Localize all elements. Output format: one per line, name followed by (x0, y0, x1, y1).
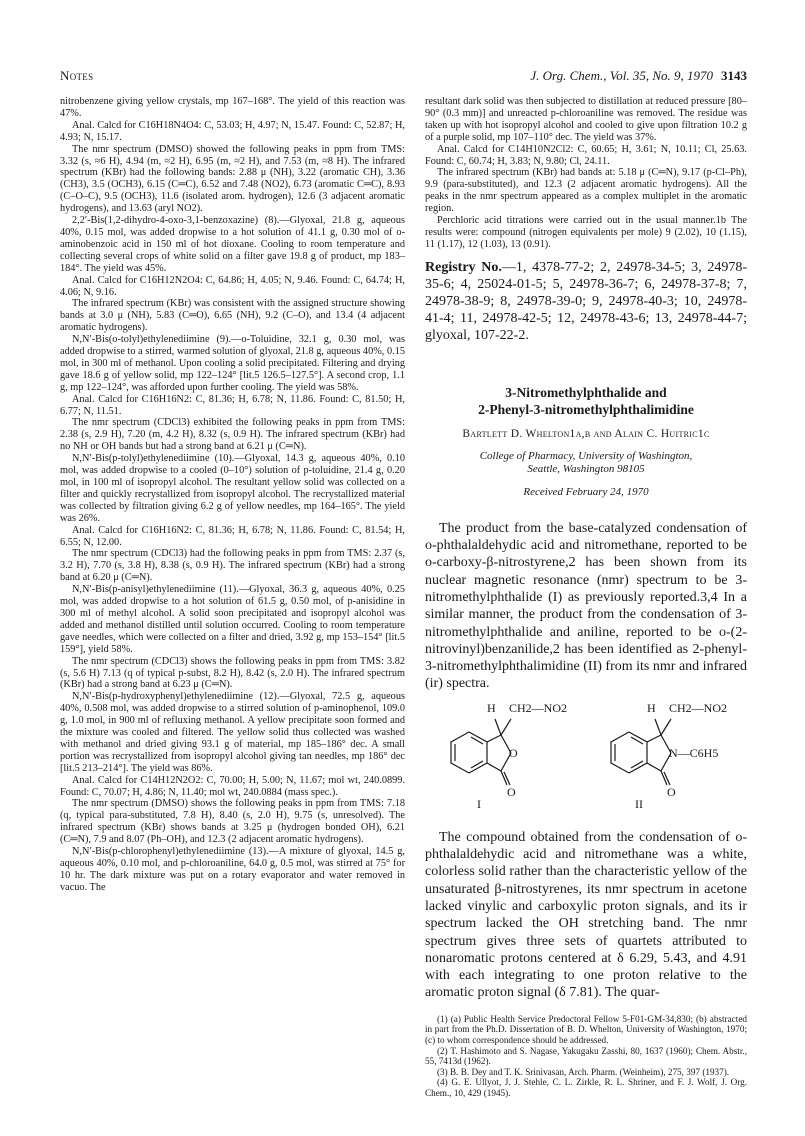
left-column (60, 96, 405, 894)
struct-ii-carbonyl-o: O (667, 784, 676, 799)
left-paragraph: N,N′-Bis(p-chlorophenyl)ethylenediimine (13).—A mixture of glyoxal, 14.5 g, aqueous 40%, 0.10 mol, and p-chloroaniline, 64.0 g, 0.5 mol, was stirred at 75° for 10 hr. The dark mixture was put on a rotary evaporator and water removed in vacuo. The (60, 846, 405, 893)
article-title-line: 2-Phenyl-3-nitromethylphthalimidine (478, 401, 694, 417)
struct-i-carbonyl-o: O (507, 784, 516, 799)
left-paragraph: Anal. Calcd for C16H16N2: C, 81.36; H, 6.78; N, 11.86. Found: C, 81.50; H, 6.77; N, 11.51. (60, 393, 405, 417)
left-paragraph: The nmr spectrum (DMSO) shows the following peaks in ppm from TMS: 7.18 (q, typical para-substituted, 7.8 H), 8.40 (s, 2.0 H), 9.75 (s, unresolved). The infrared spectrum (KBr) shows bands at 3.25 μ (hydrogen bonded OH), 6.21 (C═N), 7.9 and 8.07 (Ph–OH), and 12.3 (2 adjacent aromatic hydrogens). (60, 798, 405, 846)
section-label: Notes (60, 68, 94, 83)
experimental-continuation (425, 96, 747, 251)
struct-ii-h: H (647, 700, 656, 715)
page-header (60, 68, 747, 84)
left-paragraph: nitrobenzene giving yellow crystals, mp 167–168°. The yield of this reaction was 47%. (60, 96, 405, 119)
left-paragraph: The nmr spectrum (CDCl3) shows the following peaks in ppm from TMS: 3.82 (s, 5.6 H) 7.13 (q of typical p-subst, 8.2 H), 8.42 (s, 2.0 H). The infrared spectrum (KBr) had a strong band at 6.23 μ (C═N). (60, 655, 405, 691)
left-paragraph: The nmr spectrum (DMSO) showed the following peaks in ppm from TMS: 3.32 (s, ≈6 H), 4.94 (m, ≈2 H), 6.95 (m, ≈2 H), and 7.53 (m, ≈8 H). The infrared spectrum (KBr) had the following bands: 2.88 μ (NH), 3.22 (aromatic CH), 3.36 (CH3), 3.5 (OCH3), 6.15 (C═C), 6.52 and 7.48 (NO2), 6.73 (aromatic C═C), 8.93 (C–O–C), 9.5 (OCH3), 11.6 (isolated arom. hydrogen), 12.6 (3 adjacent aromatic hydrogens), and 13.63 (aryl NO2). (60, 143, 405, 215)
right-paragraph: The infrared spectrum (KBr) had bands at: 5.18 μ (C═N), 9.17 (p-Cl–Ph), 9.9 (para-substituted), and 12.3 (2 adjacent aromatic hydrogens). All the peaks in the nmr spectrum appeared as a complex multiplet in the aromatic region. (425, 167, 747, 215)
left-paragraph: The nmr spectrum (CDCl3) exhibited the following peaks in ppm from TMS: 2.38 (s, 2.9 H), 7.20 (m, 4.2 H), 8.32 (s, 0.9 H). The infrared spectrum (KBr) had no NH or OH bands but had a strong band at 6.21 μ (C═N). (60, 417, 405, 453)
authors: Bartlett D. Whelton1a,b and Alain C. Huitric1c (462, 427, 710, 440)
right-column (425, 96, 747, 1098)
affiliation-line: College of Pharmacy, University of Washington, (479, 449, 693, 462)
affiliation-line: Seattle, Washington 98105 (527, 462, 645, 475)
footnote: (4) G. E. Ullyot, J. J. Stehle, C. L. Zirkle, R. L. Shriner, and F. J. Wolf, J. Org. Chem., 10, 429 (1945). (425, 1077, 747, 1098)
struct-i-label: I (477, 796, 481, 811)
footnote: (2) T. Hashimoto and S. Nagase, Yakugaku Zasshi, 80, 1637 (1960); Chem. Abstr., 55, 7413d (1962). (425, 1045, 747, 1067)
left-paragraph: Anal. Calcd for C16H18N4O4: C, 53.03; H, 4.97; N, 15.47. Found: C, 52.87; H, 4.93; N, 15.17. (60, 119, 405, 143)
right-paragraph: resultant dark solid was then subjected to distillation at reduced pressure [80–90° (0.3 mm)] and unreacted p-chloroaniline was removed. The residue was taken up with hot isopropyl alcohol and cooled to give upon filtration 10.2 g of a purple solid, mp 107–110° dec. The yield was 37%. (425, 96, 747, 143)
left-paragraph: The infrared spectrum (KBr) was consistent with the assigned structure showing bands at 3.0 μ (NH), 5.83 (C═O), 6.65 (NH), 9.2 (C–O), and 13.4 (4 adjacent aromatic hydrogens). (60, 298, 405, 334)
footnotes (425, 1014, 747, 1099)
article-title-line: 3-Nitromethylphthalide and (505, 384, 667, 400)
footnote: (1) (a) Public Health Service Predoctoral Fellow 5-F01-GM-34,830; (b) abstracted in part from the Ph.D. Dissertation of B. D. Whelton, University of Washington, 1970; (c) to whom correspondence should be addressed. (425, 1013, 747, 1045)
left-paragraph: N,N′-Bis(p-hydroxyphenyl)ethylenediimine (12).—Glyoxal, 72.5 g, aqueous 40%, 0.508 mol, was added dropwise to a stirred solution of p-aminophenol, 109.0 g, 1.0 mol, in 900 ml of refluxing methanol. A yellow precipitate soon formed and the mixture was cooled and filtered. The yellow solid thus collected was washed with methanol and dried giving 93.1 g of material, mp 185–186° dec. A small portion was recrystallized from isopropyl alcohol giving tan needles, mp 186° dec [lit.5 213–214°]. The yield was 86%. (60, 691, 405, 774)
struct-i-h: H (487, 700, 496, 715)
left-paragraph: 2,2′-Bis(1,2-dihydro-4-oxo-3,1-benzoxazine) (8).—Glyoxal, 21.8 g, aqueous 40%, 0.15 mol, was added dropwise to a hot solution of 41.1 g, 0.30 mol of o-aminobenzoic acid in 150 ml of hot dioxane. Cooling to room temperature and collecting several crops of white solid on a filter gave 19.8 g of product, mp 183–184°. The yield was 45%. (60, 215, 405, 274)
body-paragraph: The compound obtained from the condensation of o-phthalaldehydic acid and nitromethane was a white, colorless solid rather than the characteristic yellow of the unsaturated β-nitrostyrenes, its nmr spectrum in acetone lacked vinylic and carboxylic proton signals, and its ir spectrum lacked the OH stretching band. The nmr spectrum gives three sets of quartets attributed to nonaromatic protons centered at δ 6.29, 5.43, and 4.91 with each integrating to one proton relative to the aromatic proton signal (δ 7.81). The quar- (425, 829, 747, 1001)
struct-i-substituent: CH2—NO2 (509, 700, 568, 715)
registry-label: Registry No. (425, 259, 502, 275)
registry-text: —1, 4378-77-2; 2, 24978-34-5; 3, 24978-35-6; 4, 25024-01-5; 5, 24978-36-7; 6, 24978-37-8; 7, 24978-38-9; 8, 24978-39-0; 9, 24978-40-3; 10, 24978-41-4; 11, 24978-42-5; 12, 24978-43-6; 13, 24978-44-7; glyoxal, 107-22-2. (425, 259, 747, 343)
right-paragraph: Perchloric acid titrations were carried out in the usual manner.1b The results were: compound (nitrogen equivalents per mole) 9 (2.02), 10 (1.15), 11 (1.17), 12 (1.03), 13 (0.91). (425, 215, 747, 250)
journal-name: J. Org. Chem., Vol. 35, No. 9, 1970 (530, 68, 713, 83)
struct-i-ring-o: O (509, 745, 518, 760)
struct-ii-n-phenyl: N—C6H5 (669, 745, 719, 760)
right-paragraph: Anal. Calcd for C14H10N2Cl2: C, 60.65; H, 3.61; N, 10.11; Cl, 25.63. Found: C, 60.74; H, 3.83; N, 9.80; Cl, 24.11. (425, 143, 747, 167)
left-paragraph: N,N′-Bis(p-tolyl)ethylenediimine (10).—Glyoxal, 14.3 g, aqueous 40%, 0.10 mol, was added dropwise to a cooled (0–10°) solution of p-toluidine, 21.4 g, 0.20 mol, in 100 ml of isopropyl alcohol. The resultant yellow solid was collected on a filter and quickly recrystallized from isopropyl alcohol. The recrystallized material was collected by filtration giving 6.2 g of yellow needles, mp 164–165°. The yield was 26%. (60, 453, 405, 524)
left-paragraph: Anal. Calcd for C16H12N2O4: C, 64.86; H, 4.05; N, 9.46. Found: C, 64.74; H, 4.06; N, 9.16. (60, 274, 405, 298)
affiliation (425, 450, 747, 476)
received-date: Received February 24, 1970 (523, 485, 649, 498)
chemical-structures (425, 697, 747, 815)
benzene-ring-i (451, 732, 487, 773)
struct-ii-label: II (635, 796, 643, 811)
left-paragraph: N,N′-Bis(p-anisyl)ethylenediimine (11).—Glyoxal, 36.3 g, aqueous 40%, 0.25 mol, was added dropwise to a hot solution of 61.5 g, 0.50 mol, of p-anisidine in 300 ml of methyl alcohol. A solid soon precipitated and isopropyl alcohol was added and methanol distilled until solution occurred. Cooling to room temperature gave needles, which were collected on a filter and dried, 3.92 g, mp 153–154° [lit.5 159°], yield 58%. (60, 584, 405, 655)
page-number: 3143 (721, 68, 747, 83)
benzene-ring-ii (611, 732, 647, 773)
struct-ii-substituent: CH2—NO2 (669, 700, 728, 715)
body-paragraph: The product from the base-catalyzed condensation of o-phthalaldehydic acid and nitromethane, reported to be o-carboxy-β-nitrostyrene,2 has been shown from its nuclear magnetic resonance (nmr) spectrum to be 3-nitromethylphthalide (I) as previously reported.3,4 In a similar manner, the product from the condensation of 3-nitromethylphthalide and aniline, reported to be o-(2-nitrovinyl)benzanilide,2 has been identified as 2-phenyl-3-nitromethylphthalimidine (II) from its nmr and infrared (ir) spectra. (425, 520, 747, 692)
left-paragraph: The nmr spectrum (CDCl3) had the following peaks in ppm from TMS: 2.37 (s, 3.2 H), 7.70 (s, 3.8 H), 8.38 (s, 0.9 H). The infrared spectrum (KBr) had a strong band at 6.20 μ (C═N). (60, 548, 405, 584)
left-paragraph: Anal. Calcd for C14H12N2O2: C, 70.00; H, 5.00; N, 11.67; mol wt, 240.0899. Found: C, 70.07; H, 4.86; N, 11.40; mol wt, 240.0884 (mass spec.). (60, 774, 405, 798)
registry-numbers (425, 259, 747, 344)
article-title (425, 384, 747, 418)
left-paragraph: Anal. Calcd for C16H16N2: C, 81.36; H, 6.78; N, 11.86. Found: C, 81.54; H, 6.55; N, 12.00. (60, 524, 405, 548)
journal-citation (530, 68, 747, 84)
footnote: (3) B. B. Dey and T. K. Srinivasan, Arch. Pharm. (Weinheim), 275, 397 (1937). (437, 1066, 730, 1077)
left-paragraph: N,N′-Bis(o-tolyl)ethylenediimine (9).—o-Toluidine, 32.1 g, 0.30 mol, was added dropwise to a stirred, warmed solution of glyoxal, 21.8 g, aqueous 40%, 0.15 mol, in 300 ml of methanol. Upon cooling a solid precipitated. Filtering and drying gave 18.6 g of yellow solid, mp 122–124° [lit.5 126.5–127.5°]. A second crop, 1.1 g, mp 122–124°, was afforded upon further cooling. The yield was 58%. (60, 334, 405, 393)
